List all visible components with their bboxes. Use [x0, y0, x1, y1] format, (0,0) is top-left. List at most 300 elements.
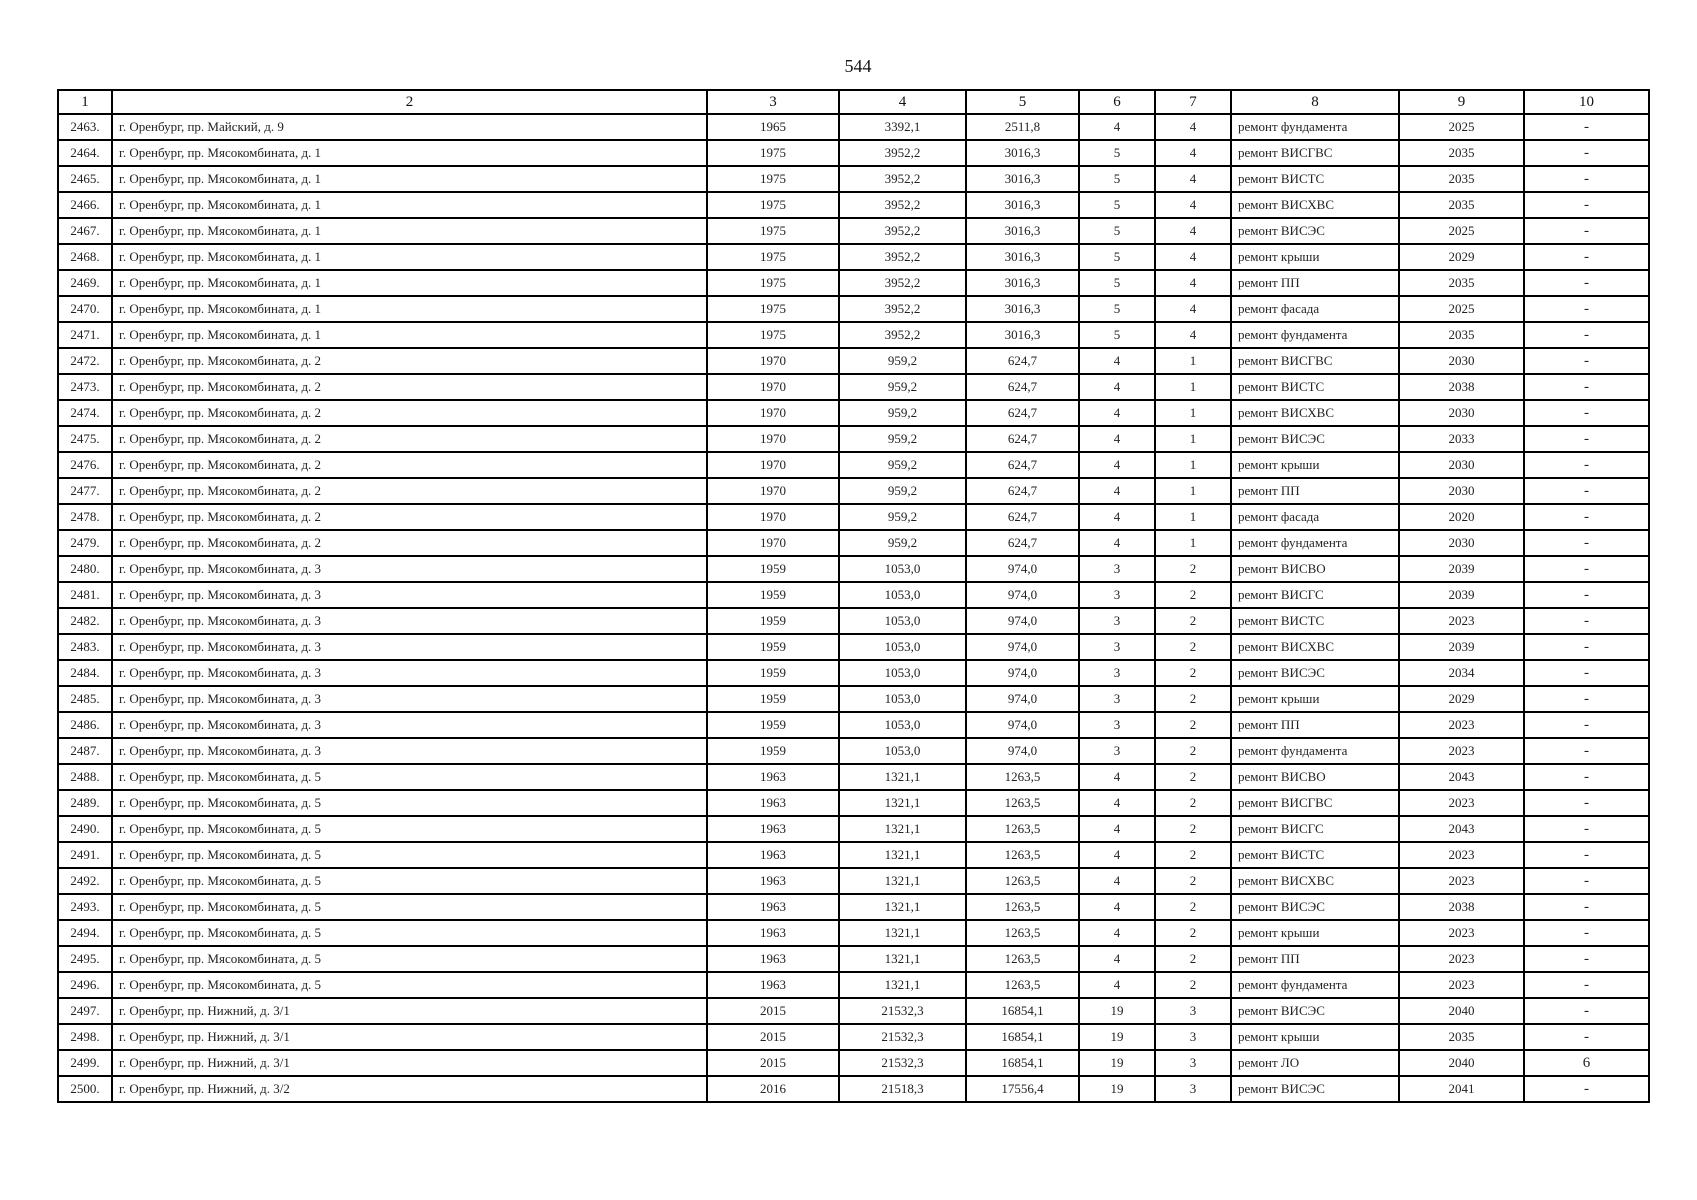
cell-living-area: 974,0 [966, 582, 1079, 608]
cell-year-built: 1959 [707, 634, 839, 660]
cell-row-number: 2473. [58, 374, 112, 400]
cell-work-type: ремонт фундамента [1231, 530, 1399, 556]
cell-living-area: 624,7 [966, 452, 1079, 478]
table-row [58, 296, 1649, 322]
cell-planned-year: 2035 [1399, 192, 1524, 218]
cell-year-built: 1963 [707, 842, 839, 868]
cell-total-area: 959,2 [839, 426, 966, 452]
cell-floors: 4 [1079, 972, 1155, 998]
cell-work-type: ремонт ВИСВО [1231, 556, 1399, 582]
cell-entrances: 1 [1155, 530, 1231, 556]
cell-row-number: 2492. [58, 868, 112, 894]
cell-planned-year: 2043 [1399, 764, 1524, 790]
cell-work-type: ремонт крыши [1231, 452, 1399, 478]
table-row [58, 894, 1649, 920]
cell-entrances: 2 [1155, 686, 1231, 712]
cell-floors: 5 [1079, 192, 1155, 218]
cell-planned-year: 2034 [1399, 660, 1524, 686]
cell-work-type: ремонт ВИСХВС [1231, 400, 1399, 426]
repair-schedule-table [57, 89, 1650, 1103]
cell-living-area: 974,0 [966, 556, 1079, 582]
cell-row-number: 2469. [58, 270, 112, 296]
cell-entrances: 2 [1155, 608, 1231, 634]
cell-value-10: - [1524, 504, 1649, 530]
cell-address: г. Оренбург, пр. Мясокомбината, д. 2 [112, 426, 707, 452]
cell-planned-year: 2023 [1399, 972, 1524, 998]
cell-work-type: ремонт ВИСХВС [1231, 634, 1399, 660]
cell-row-number: 2474. [58, 400, 112, 426]
cell-living-area: 1263,5 [966, 868, 1079, 894]
cell-total-area: 3952,2 [839, 270, 966, 296]
cell-year-built: 1970 [707, 530, 839, 556]
cell-row-number: 2499. [58, 1050, 112, 1076]
table-row [58, 114, 1649, 140]
cell-row-number: 2491. [58, 842, 112, 868]
cell-planned-year: 2039 [1399, 582, 1524, 608]
cell-row-number: 2493. [58, 894, 112, 920]
cell-work-type: ремонт ВИСГВС [1231, 348, 1399, 374]
cell-work-type: ремонт ВИСТС [1231, 374, 1399, 400]
cell-year-built: 1963 [707, 790, 839, 816]
cell-planned-year: 2030 [1399, 452, 1524, 478]
cell-living-area: 1263,5 [966, 790, 1079, 816]
cell-year-built: 1963 [707, 946, 839, 972]
cell-year-built: 1965 [707, 114, 839, 140]
cell-floors: 5 [1079, 270, 1155, 296]
cell-floors: 4 [1079, 868, 1155, 894]
cell-living-area: 624,7 [966, 426, 1079, 452]
cell-year-built: 2016 [707, 1076, 839, 1102]
cell-total-area: 3952,2 [839, 218, 966, 244]
cell-address: г. Оренбург, пр. Мясокомбината, д. 3 [112, 712, 707, 738]
cell-year-built: 1959 [707, 686, 839, 712]
cell-floors: 4 [1079, 452, 1155, 478]
cell-row-number: 2486. [58, 712, 112, 738]
cell-work-type: ремонт ПП [1231, 946, 1399, 972]
cell-total-area: 3952,2 [839, 166, 966, 192]
cell-address: г. Оренбург, пр. Мясокомбината, д. 2 [112, 348, 707, 374]
cell-work-type: ремонт крыши [1231, 1024, 1399, 1050]
cell-living-area: 1263,5 [966, 894, 1079, 920]
cell-value-10: - [1524, 894, 1649, 920]
cell-floors: 5 [1079, 218, 1155, 244]
cell-work-type: ремонт ВИСТС [1231, 842, 1399, 868]
cell-work-type: ремонт ПП [1231, 270, 1399, 296]
cell-row-number: 2480. [58, 556, 112, 582]
cell-row-number: 2471. [58, 322, 112, 348]
cell-work-type: ремонт ВИСЭС [1231, 218, 1399, 244]
cell-living-area: 3016,3 [966, 322, 1079, 348]
cell-work-type: ремонт ВИСВО [1231, 764, 1399, 790]
cell-value-10: - [1524, 452, 1649, 478]
cell-year-built: 1970 [707, 348, 839, 374]
column-header-2: 2 [112, 90, 707, 114]
cell-value-10: - [1524, 478, 1649, 504]
cell-value-10: - [1524, 192, 1649, 218]
cell-floors: 5 [1079, 322, 1155, 348]
cell-floors: 4 [1079, 374, 1155, 400]
cell-entrances: 2 [1155, 946, 1231, 972]
cell-row-number: 2472. [58, 348, 112, 374]
cell-total-area: 3392,1 [839, 114, 966, 140]
cell-total-area: 1321,1 [839, 894, 966, 920]
cell-row-number: 2479. [58, 530, 112, 556]
cell-living-area: 974,0 [966, 634, 1079, 660]
cell-value-10: - [1524, 270, 1649, 296]
cell-work-type: ремонт крыши [1231, 244, 1399, 270]
cell-planned-year: 2035 [1399, 270, 1524, 296]
cell-total-area: 3952,2 [839, 192, 966, 218]
cell-entrances: 3 [1155, 998, 1231, 1024]
cell-entrances: 4 [1155, 218, 1231, 244]
cell-total-area: 1321,1 [839, 972, 966, 998]
cell-entrances: 4 [1155, 166, 1231, 192]
cell-entrances: 3 [1155, 1076, 1231, 1102]
cell-address: г. Оренбург, пр. Мясокомбината, д. 3 [112, 660, 707, 686]
cell-planned-year: 2025 [1399, 114, 1524, 140]
cell-value-10: - [1524, 556, 1649, 582]
cell-address: г. Оренбург, пр. Мясокомбината, д. 1 [112, 244, 707, 270]
cell-row-number: 2463. [58, 114, 112, 140]
cell-address: г. Оренбург, пр. Мясокомбината, д. 5 [112, 868, 707, 894]
cell-planned-year: 2038 [1399, 374, 1524, 400]
cell-address: г. Оренбург, пр. Мясокомбината, д. 1 [112, 322, 707, 348]
table-row [58, 166, 1649, 192]
cell-planned-year: 2040 [1399, 998, 1524, 1024]
cell-planned-year: 2030 [1399, 348, 1524, 374]
cell-living-area: 624,7 [966, 374, 1079, 400]
cell-floors: 4 [1079, 530, 1155, 556]
cell-address: г. Оренбург, пр. Нижний, д. 3/1 [112, 1024, 707, 1050]
cell-value-10: - [1524, 764, 1649, 790]
cell-planned-year: 2023 [1399, 608, 1524, 634]
cell-address: г. Оренбург, пр. Мясокомбината, д. 5 [112, 972, 707, 998]
cell-year-built: 1970 [707, 452, 839, 478]
cell-address: г. Оренбург, пр. Мясокомбината, д. 5 [112, 764, 707, 790]
cell-address: г. Оренбург, пр. Мясокомбината, д. 5 [112, 894, 707, 920]
cell-row-number: 2464. [58, 140, 112, 166]
cell-work-type: ремонт ВИСГС [1231, 582, 1399, 608]
cell-planned-year: 2033 [1399, 426, 1524, 452]
cell-total-area: 21532,3 [839, 1024, 966, 1050]
cell-living-area: 974,0 [966, 660, 1079, 686]
cell-value-10: - [1524, 738, 1649, 764]
cell-entrances: 1 [1155, 426, 1231, 452]
cell-address: г. Оренбург, пр. Мясокомбината, д. 3 [112, 582, 707, 608]
cell-total-area: 1321,1 [839, 946, 966, 972]
cell-living-area: 624,7 [966, 400, 1079, 426]
cell-total-area: 959,2 [839, 374, 966, 400]
column-header-5: 5 [966, 90, 1079, 114]
cell-year-built: 1970 [707, 504, 839, 530]
cell-row-number: 2481. [58, 582, 112, 608]
cell-planned-year: 2023 [1399, 790, 1524, 816]
cell-address: г. Оренбург, пр. Мясокомбината, д. 2 [112, 504, 707, 530]
table-row [58, 192, 1649, 218]
table-row [58, 972, 1649, 998]
cell-floors: 4 [1079, 426, 1155, 452]
cell-living-area: 974,0 [966, 738, 1079, 764]
cell-floors: 5 [1079, 140, 1155, 166]
cell-work-type: ремонт ПП [1231, 478, 1399, 504]
table-row [58, 608, 1649, 634]
cell-living-area: 974,0 [966, 712, 1079, 738]
cell-address: г. Оренбург, пр. Мясокомбината, д. 3 [112, 556, 707, 582]
cell-living-area: 3016,3 [966, 244, 1079, 270]
table-row [58, 556, 1649, 582]
cell-value-10: - [1524, 166, 1649, 192]
cell-year-built: 1975 [707, 218, 839, 244]
cell-address: г. Оренбург, пр. Мясокомбината, д. 1 [112, 218, 707, 244]
table-row [58, 1024, 1649, 1050]
table-row [58, 348, 1649, 374]
cell-value-10: - [1524, 296, 1649, 322]
cell-entrances: 4 [1155, 296, 1231, 322]
cell-row-number: 2489. [58, 790, 112, 816]
cell-living-area: 624,7 [966, 348, 1079, 374]
cell-total-area: 959,2 [839, 452, 966, 478]
cell-total-area: 959,2 [839, 348, 966, 374]
cell-address: г. Оренбург, пр. Мясокомбината, д. 2 [112, 530, 707, 556]
cell-row-number: 2475. [58, 426, 112, 452]
cell-work-type: ремонт фундамента [1231, 972, 1399, 998]
cell-planned-year: 2035 [1399, 140, 1524, 166]
cell-planned-year: 2039 [1399, 634, 1524, 660]
table-row [58, 868, 1649, 894]
cell-living-area: 16854,1 [966, 1024, 1079, 1050]
cell-entrances: 1 [1155, 504, 1231, 530]
cell-year-built: 1959 [707, 738, 839, 764]
cell-row-number: 2477. [58, 478, 112, 504]
cell-planned-year: 2029 [1399, 244, 1524, 270]
cell-floors: 19 [1079, 1076, 1155, 1102]
cell-floors: 3 [1079, 660, 1155, 686]
cell-planned-year: 2040 [1399, 1050, 1524, 1076]
cell-living-area: 1263,5 [966, 816, 1079, 842]
cell-planned-year: 2023 [1399, 868, 1524, 894]
cell-entrances: 2 [1155, 790, 1231, 816]
table-row [58, 790, 1649, 816]
cell-address: г. Оренбург, пр. Мясокомбината, д. 3 [112, 608, 707, 634]
cell-year-built: 1975 [707, 166, 839, 192]
cell-address: г. Оренбург, пр. Мясокомбината, д. 3 [112, 686, 707, 712]
cell-entrances: 1 [1155, 400, 1231, 426]
cell-planned-year: 2023 [1399, 712, 1524, 738]
cell-floors: 4 [1079, 478, 1155, 504]
cell-total-area: 21532,3 [839, 1050, 966, 1076]
cell-floors: 5 [1079, 296, 1155, 322]
cell-entrances: 4 [1155, 114, 1231, 140]
cell-entrances: 3 [1155, 1050, 1231, 1076]
table-row [58, 400, 1649, 426]
cell-address: г. Оренбург, пр. Мясокомбината, д. 2 [112, 374, 707, 400]
cell-work-type: ремонт ВИСГВС [1231, 140, 1399, 166]
cell-total-area: 1321,1 [839, 816, 966, 842]
cell-year-built: 1975 [707, 296, 839, 322]
cell-address: г. Оренбург, пр. Мясокомбината, д. 2 [112, 478, 707, 504]
cell-value-10: - [1524, 348, 1649, 374]
cell-living-area: 1263,5 [966, 920, 1079, 946]
cell-living-area: 3016,3 [966, 296, 1079, 322]
cell-floors: 19 [1079, 1050, 1155, 1076]
cell-work-type: ремонт крыши [1231, 686, 1399, 712]
cell-address: г. Оренбург, пр. Нижний, д. 3/2 [112, 1076, 707, 1102]
table-row [58, 374, 1649, 400]
cell-row-number: 2482. [58, 608, 112, 634]
cell-value-10: - [1524, 218, 1649, 244]
table-header-row [58, 90, 1649, 114]
cell-floors: 4 [1079, 348, 1155, 374]
cell-total-area: 959,2 [839, 400, 966, 426]
cell-living-area: 3016,3 [966, 192, 1079, 218]
cell-address: г. Оренбург, пр. Мясокомбината, д. 5 [112, 920, 707, 946]
cell-entrances: 2 [1155, 556, 1231, 582]
cell-year-built: 2015 [707, 998, 839, 1024]
cell-entrances: 2 [1155, 920, 1231, 946]
cell-year-built: 1963 [707, 868, 839, 894]
column-header-3: 3 [707, 90, 839, 114]
cell-planned-year: 2020 [1399, 504, 1524, 530]
cell-planned-year: 2023 [1399, 738, 1524, 764]
cell-work-type: ремонт крыши [1231, 920, 1399, 946]
cell-value-10: 6 [1524, 1050, 1649, 1076]
table-row [58, 998, 1649, 1024]
table-row [58, 660, 1649, 686]
cell-planned-year: 2030 [1399, 400, 1524, 426]
cell-floors: 4 [1079, 920, 1155, 946]
cell-value-10: - [1524, 374, 1649, 400]
cell-work-type: ремонт фундамента [1231, 114, 1399, 140]
cell-entrances: 1 [1155, 452, 1231, 478]
cell-address: г. Оренбург, пр. Мясокомбината, д. 2 [112, 400, 707, 426]
cell-entrances: 3 [1155, 1024, 1231, 1050]
cell-row-number: 2495. [58, 946, 112, 972]
cell-year-built: 1970 [707, 400, 839, 426]
cell-value-10: - [1524, 946, 1649, 972]
cell-living-area: 3016,3 [966, 166, 1079, 192]
cell-planned-year: 2041 [1399, 1076, 1524, 1102]
cell-planned-year: 2029 [1399, 686, 1524, 712]
cell-work-type: ремонт фасада [1231, 296, 1399, 322]
cell-value-10: - [1524, 920, 1649, 946]
cell-living-area: 1263,5 [966, 946, 1079, 972]
cell-living-area: 974,0 [966, 686, 1079, 712]
cell-work-type: ремонт ВИСХВС [1231, 192, 1399, 218]
cell-planned-year: 2035 [1399, 1024, 1524, 1050]
cell-total-area: 1321,1 [839, 920, 966, 946]
cell-living-area: 1263,5 [966, 842, 1079, 868]
cell-work-type: ремонт ВИСТС [1231, 166, 1399, 192]
cell-total-area: 3952,2 [839, 296, 966, 322]
cell-planned-year: 2043 [1399, 816, 1524, 842]
cell-row-number: 2484. [58, 660, 112, 686]
cell-year-built: 1963 [707, 816, 839, 842]
cell-year-built: 2015 [707, 1024, 839, 1050]
cell-total-area: 1053,0 [839, 738, 966, 764]
cell-living-area: 3016,3 [966, 270, 1079, 296]
cell-work-type: ремонт ВИСХВС [1231, 868, 1399, 894]
cell-value-10: - [1524, 972, 1649, 998]
cell-work-type: ремонт ВИСГВС [1231, 790, 1399, 816]
cell-floors: 3 [1079, 608, 1155, 634]
cell-floors: 4 [1079, 790, 1155, 816]
cell-total-area: 1053,0 [839, 712, 966, 738]
cell-year-built: 1970 [707, 478, 839, 504]
table-row [58, 530, 1649, 556]
cell-value-10: - [1524, 998, 1649, 1024]
cell-value-10: - [1524, 790, 1649, 816]
cell-work-type: ремонт ВИСЭС [1231, 894, 1399, 920]
cell-planned-year: 2025 [1399, 218, 1524, 244]
cell-work-type: ремонт ЛО [1231, 1050, 1399, 1076]
table-row [58, 582, 1649, 608]
cell-total-area: 1053,0 [839, 582, 966, 608]
cell-work-type: ремонт ВИСЭС [1231, 998, 1399, 1024]
cell-value-10: - [1524, 712, 1649, 738]
cell-entrances: 4 [1155, 244, 1231, 270]
cell-year-built: 1975 [707, 322, 839, 348]
cell-floors: 3 [1079, 738, 1155, 764]
cell-value-10: - [1524, 660, 1649, 686]
cell-entrances: 2 [1155, 972, 1231, 998]
cell-work-type: ремонт ВИСТС [1231, 608, 1399, 634]
table-row [58, 816, 1649, 842]
cell-entrances: 2 [1155, 660, 1231, 686]
cell-year-built: 1959 [707, 608, 839, 634]
cell-entrances: 4 [1155, 192, 1231, 218]
cell-total-area: 3952,2 [839, 140, 966, 166]
cell-living-area: 16854,1 [966, 1050, 1079, 1076]
cell-entrances: 2 [1155, 634, 1231, 660]
cell-work-type: ремонт ВИСЭС [1231, 426, 1399, 452]
cell-total-area: 3952,2 [839, 322, 966, 348]
cell-floors: 5 [1079, 166, 1155, 192]
table-row [58, 244, 1649, 270]
cell-planned-year: 2038 [1399, 894, 1524, 920]
cell-living-area: 17556,4 [966, 1076, 1079, 1102]
cell-year-built: 1975 [707, 140, 839, 166]
table-row [58, 218, 1649, 244]
table-row [58, 712, 1649, 738]
cell-row-number: 2467. [58, 218, 112, 244]
cell-year-built: 1975 [707, 244, 839, 270]
cell-entrances: 2 [1155, 894, 1231, 920]
cell-value-10: - [1524, 426, 1649, 452]
cell-work-type: ремонт фасада [1231, 504, 1399, 530]
cell-address: г. Оренбург, пр. Майский, д. 9 [112, 114, 707, 140]
cell-row-number: 2478. [58, 504, 112, 530]
cell-value-10: - [1524, 1024, 1649, 1050]
cell-work-type: ремонт ПП [1231, 712, 1399, 738]
cell-year-built: 1975 [707, 192, 839, 218]
table-row [58, 920, 1649, 946]
cell-floors: 3 [1079, 686, 1155, 712]
table-row [58, 504, 1649, 530]
cell-row-number: 2500. [58, 1076, 112, 1102]
cell-year-built: 1959 [707, 660, 839, 686]
cell-value-10: - [1524, 868, 1649, 894]
cell-total-area: 1053,0 [839, 608, 966, 634]
cell-year-built: 1970 [707, 426, 839, 452]
cell-total-area: 21532,3 [839, 998, 966, 1024]
cell-living-area: 624,7 [966, 478, 1079, 504]
cell-value-10: - [1524, 244, 1649, 270]
cell-planned-year: 2035 [1399, 166, 1524, 192]
cell-planned-year: 2023 [1399, 946, 1524, 972]
table-row [58, 634, 1649, 660]
column-header-1: 1 [58, 90, 112, 114]
table-row [58, 322, 1649, 348]
